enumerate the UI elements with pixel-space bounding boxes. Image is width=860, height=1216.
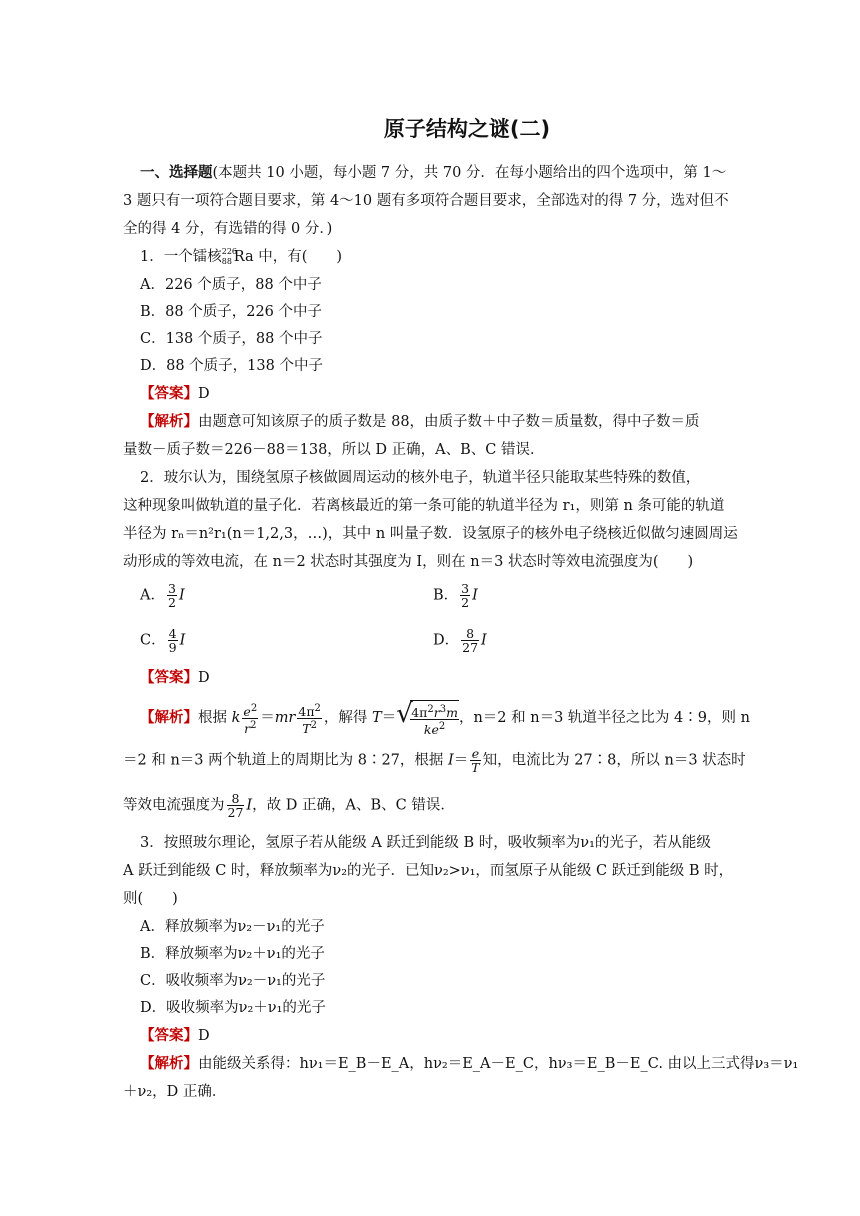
q2-answer	[140, 665, 770, 691]
q3-stem-2: A 跃迁到能级 C 时，释放频率为ν₂的光子．已知ν₂>ν₁，而氢原子从能级 C 跃迁到能级 B 时，	[123, 863, 734, 879]
q3-option-c: C．吸收频率为ν₂－ν₁的光子	[140, 973, 326, 989]
q2-stem-3: 半径为 rₙ＝n²r₁(n＝1,2,3，…)，其中 n 叫量子数．设氢原子的核外电子绕核近似做匀速圆周运	[123, 526, 738, 542]
q3-answer-value: D	[198, 1028, 210, 1044]
q3-option-b: B．释放频率为ν₂＋ν₁的光子	[140, 946, 325, 962]
q1-answer-value: D	[198, 386, 210, 402]
isotope-charge: 88	[221, 257, 232, 266]
q2-analysis-2-post: 知，电流比为 27∶8，所以 n＝3 状态时	[482, 752, 746, 769]
q2-option-b-label: B．	[433, 587, 459, 604]
fraction-4-9: $\frac{4}{9}$	[168, 626, 177, 655]
q1-answer	[140, 381, 770, 407]
q2-stem-2: 这种现象叫做轨道的量子化．若离核最近的第一条可能的轨道半径为 r₁，则第 n 条可能的轨道	[123, 498, 725, 514]
q2-option-b: B． $\frac{3}{2}$ I	[433, 581, 478, 610]
q2-analysis-pre: 根据	[198, 710, 227, 727]
analysis-label: 【解析】	[140, 1056, 198, 1072]
page-title: 原子结构之谜(二)	[383, 117, 551, 141]
q2-analysis-2-pre: ＝2 和 n＝3 两个轨道上的周期比为 8∶27，根据	[123, 752, 444, 769]
sqrt-expression: √ $\frac{4\pi^2r^3m}{ke^2}$	[396, 699, 458, 738]
q2-answer-value: D	[198, 670, 210, 686]
q1-stem-pre: 1．一个镭核	[140, 249, 222, 265]
q1-option-c: C．138 个质子，88 个中子	[140, 331, 323, 347]
q2-analysis-post: ，n＝2 和 n＝3 轨道半径之比为 4∶9，则 n	[458, 710, 750, 727]
q2-analysis-3-post: ，故 D 正确，A、B、C 错误．	[252, 797, 455, 814]
q1-option-a: A．226 个质子，88 个中子	[140, 277, 322, 293]
fraction-8-27: $\frac{8}{27}$	[227, 791, 244, 820]
q2-option-c: C． $\frac{4}{9}$ I	[140, 626, 186, 655]
q3-option-a: A．释放频率为ν₂－ν₁的光子	[140, 919, 325, 935]
q3-analysis-1	[140, 1051, 799, 1077]
fraction-e-T: $\frac{e}{T}$	[471, 746, 480, 775]
radium-isotope	[221, 247, 238, 267]
q2-analysis-2: ＝2 和 n＝3 两个轨道上的周期比为 8∶27，根据 I＝ $\frac{e}{T}$ 知，电流比为 27∶8，所以 n＝3 状态时	[123, 746, 746, 775]
q1-analysis-2: 量数－质子数＝226－88＝138，所以 D 正确，A、B、C 错误．	[123, 442, 545, 458]
answer-label: 【答案】	[140, 1028, 198, 1044]
section-desc-1: (本题共 10 小题，每小题 7 分，共 70 分．在每小题给出的四个选项中，第 1～	[212, 165, 727, 181]
answer-label: 【答案】	[140, 386, 198, 402]
isotope-mass: 226	[221, 247, 238, 256]
q1-analysis-text-1: 由题意可知该原子的质子数是 88，由质子数＋中子数＝质量数，得中子数＝质	[198, 414, 700, 430]
analysis-label: 【解析】	[140, 414, 198, 430]
section-intro-line-1	[140, 160, 770, 186]
section-desc-3: 全的得 4 分，有选错的得 0 分．)	[123, 221, 333, 237]
fraction-8-27: $\frac{8}{27}$	[462, 626, 479, 655]
q2-option-a-label: A．	[140, 587, 165, 604]
fraction-4pi2-T2: $\frac{4\pi^2}{T^2}$	[298, 702, 321, 736]
q2-analysis-3-pre: 等效电流强度为	[123, 797, 225, 814]
fraction-3-2: $\frac{3}{2}$	[167, 581, 176, 610]
analysis-label: 【解析】	[140, 710, 198, 727]
q2-analysis-3: 等效电流强度为 $\frac{8}{27}$ I，故 D 正确，A、B、C 错误．	[123, 791, 455, 820]
q2-option-a: A． $\frac{3}{2}$ I	[140, 581, 185, 610]
q3-analysis-2: ＋ν₂，D 正确．	[123, 1084, 227, 1100]
q3-answer	[140, 1023, 770, 1049]
q3-analysis-text-1: 由能级关系得：hν₁＝E_B－E_A，hν₂＝E_A－E_C，hν₃＝E_B－E_C. 由以上三式得ν₃＝ν₁	[198, 1056, 799, 1072]
section-desc-2: 3 题只有一项符合题目要求，第 4～10 题有多项符合题目要求，全部选对的得 7 分，选对但不	[123, 193, 729, 209]
fraction-e2-r2: $\frac{e^2}{r^2}$	[243, 702, 258, 736]
q2-stem-4: 动形成的等效电流，在 n＝2 状态时其强度为 I，则在 n＝3 状态时等效电流强度为( )	[123, 554, 694, 570]
q1-option-d: D．88 个质子，138 个中子	[140, 358, 323, 374]
q3-stem-1: 3．按照玻尔理论，氢原子若从能级 A 跃迁到能级 B 时，吸收频率为ν₁的光子，若从能级	[140, 835, 711, 851]
q1-stem	[140, 244, 770, 270]
q3-option-d: D．吸收频率为ν₂＋ν₁的光子	[140, 1000, 326, 1016]
q2-analysis-1: 【解析】根据 k $\frac{e^2}{r^2}$ ＝mr $\frac{4\pi^2}{T^2}$ ，解得 T＝ √ $\frac{4\pi^2r^3m}{ke^2}$ ，n＝2 和 n＝3 轨道半径之比为 4∶9，则 n	[140, 699, 750, 738]
q3-stem-3: 则( )	[123, 891, 178, 907]
q2-option-d: D． $\frac{8}{27}$ I	[433, 626, 487, 655]
fraction-3-2: $\frac{3}{2}$	[461, 581, 470, 610]
q1-stem-post: Ra 中，有( )	[233, 249, 343, 265]
q2-option-d-label: D．	[433, 632, 460, 649]
q2-analysis-mid: ，解得	[323, 710, 368, 727]
fraction-period: $\frac{4\pi^2r^3m}{ke^2}$	[411, 704, 458, 738]
q1-option-b: B．88 个质子，226 个中子	[140, 304, 322, 320]
answer-label: 【答案】	[140, 670, 198, 686]
section-heading: 一、选择题	[140, 165, 213, 181]
q1-analysis-1	[140, 409, 770, 435]
q2-option-c-label: C．	[140, 632, 166, 649]
q2-stem-1: 2．玻尔认为，围绕氢原子核做圆周运动的核外电子，轨道半径只能取某些特殊的数值，	[140, 470, 701, 486]
